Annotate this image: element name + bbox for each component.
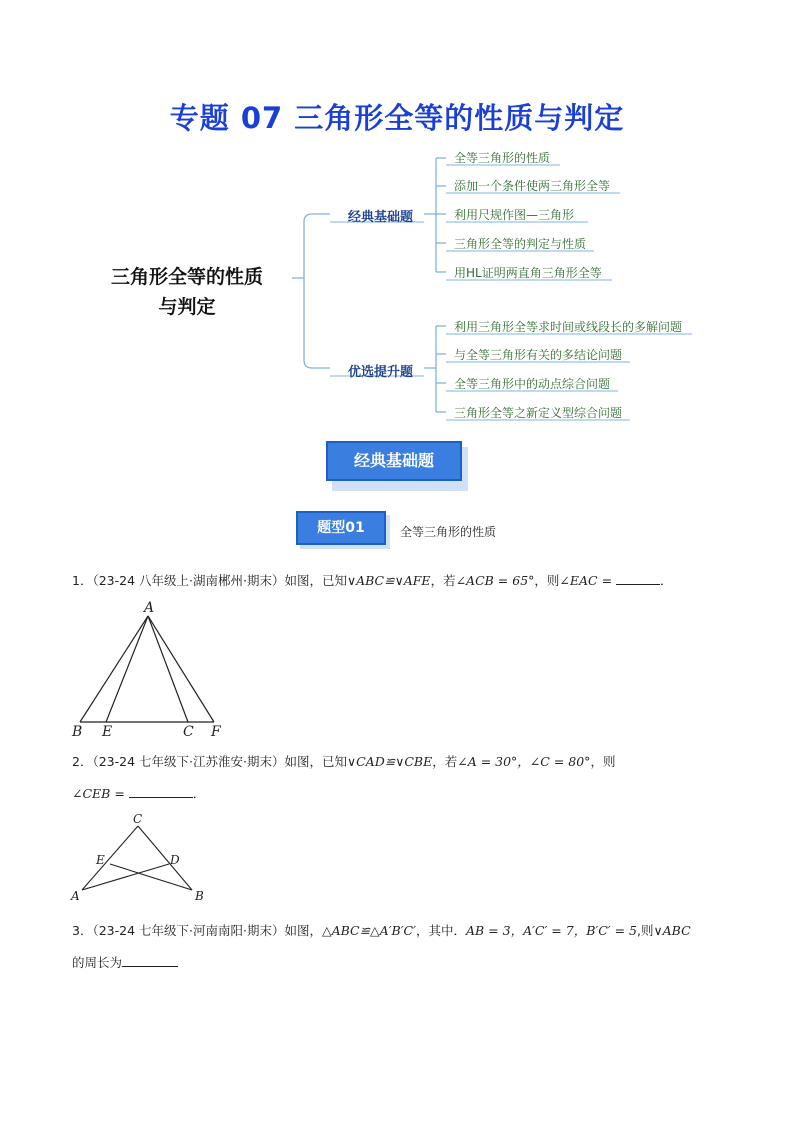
leaf-advanced-4: 三角形全等之新定义型综合问题 xyxy=(454,406,623,420)
fig1-label-f: F xyxy=(211,724,221,740)
fig2-label-c: C xyxy=(133,812,143,826)
fig2-label-a: A xyxy=(71,889,80,903)
section-badge-label: 经典基础题 xyxy=(326,441,462,481)
fig2-label-e: E xyxy=(96,853,105,867)
fig2-label-b: B xyxy=(195,889,204,903)
mindmap-root-line1: 三角形全等的性质 xyxy=(110,266,263,288)
type-badge-label: 题型01 xyxy=(296,511,386,545)
question-2-line2: ∠CEB = ． xyxy=(72,786,206,801)
question-3-line2: 的周长为 xyxy=(72,953,178,971)
branch-advanced: 优选提升题 xyxy=(348,365,414,380)
leaf-basic-3: 利用尺规作图—三角形 xyxy=(454,208,575,222)
fig2-label-d: D xyxy=(170,853,180,867)
answer-blank-3[interactable] xyxy=(122,954,178,967)
branch-basic: 经典基础题 xyxy=(348,210,414,225)
leaf-advanced-2: 与全等三角形有关的多结论问题 xyxy=(454,348,623,362)
fig1-label-e: E xyxy=(102,724,113,740)
page-title: 专题 07 三角形全等的性质与判定 xyxy=(169,101,625,135)
leaf-advanced-3: 全等三角形中的动点综合问题 xyxy=(454,377,611,391)
figure-2 xyxy=(66,810,216,906)
section-badge xyxy=(326,441,468,491)
leaf-basic-1: 全等三角形的性质 xyxy=(454,151,551,165)
fig1-label-a: A xyxy=(144,600,155,616)
answer-blank-2[interactable] xyxy=(129,785,193,798)
leaf-basic-4: 三角形全等的判定与性质 xyxy=(454,237,587,251)
question-1: 1．（23-24 八年级上·湖南郴州·期末）如图，已知∨ABC≌∨AFE，若∠ACB = 65°，则∠EAC = ． xyxy=(72,573,673,588)
fig1-label-c: C xyxy=(183,724,194,740)
question-2: 2．（23-24 七年级下·江苏淮安·期末）如图，已知∨CAD≌∨CBE，若∠A = 30°，∠C = 80°，则 xyxy=(72,754,616,769)
question-3: 3．（23-24 七年级下·河南南阳·期末）如图，△ABC≌△A′B′C′，其中．AB = 3，A′C′ = 7，B′C′ = 5,则∨ABC xyxy=(72,923,691,938)
fig1-label-b: B xyxy=(72,724,83,740)
figure-1 xyxy=(66,596,236,742)
leaf-basic-2: 添加一个条件使两三角形全等 xyxy=(454,179,611,193)
answer-blank-1[interactable] xyxy=(616,572,660,585)
leaf-basic-5: 用HL证明两直角三角形全等 xyxy=(454,266,602,280)
type-label: 全等三角形的性质 xyxy=(400,525,497,539)
type-badge xyxy=(296,511,390,549)
mindmap-root-line2: 与判定 xyxy=(158,296,216,318)
leaf-advanced-1: 利用三角形全等求时间或线段长的多解问题 xyxy=(454,320,683,334)
